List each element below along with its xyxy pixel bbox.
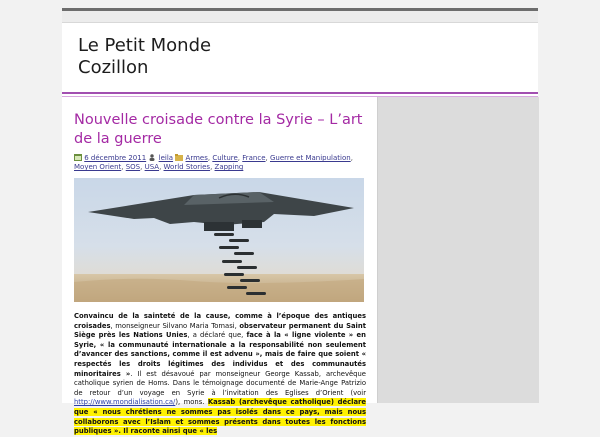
- article-text: , monseigneur Silvano Maria Tomasi,: [110, 321, 240, 330]
- article-text: ), mons.: [175, 398, 208, 407]
- post-date-link[interactable]: 6 décembre 2011: [84, 154, 147, 162]
- post-title: [74, 111, 366, 149]
- article-text: . Il est désavoué par monseigneur George Kassab, archevêque catholique syrien de Homs. Dans le témoignage documenté de Marie-Ange Patrizio de retour d’un voyage en Syrie à l’invitation des Eglises d’Orient (voir: [74, 369, 366, 397]
- site-title-line-2[interactable]: Cozillon: [78, 57, 149, 78]
- calendar-icon: [74, 154, 82, 161]
- bomber-illustration: [74, 178, 364, 302]
- category-link[interactable]: France: [242, 154, 266, 162]
- site-title-line-1[interactable]: Le Petit Monde: [78, 35, 212, 56]
- article-lead: Convaincu de la sainteté de la cause, comme à l’époque des antiques croisades: [74, 312, 366, 330]
- category-link[interactable]: SOS: [125, 163, 141, 171]
- user-icon: [148, 154, 156, 161]
- top-bar: [62, 11, 538, 23]
- post-author-link[interactable]: leila: [158, 154, 174, 162]
- category-link[interactable]: Armes: [185, 154, 208, 162]
- site-title[interactable]: [78, 35, 211, 79]
- category-link[interactable]: Culture: [212, 154, 238, 162]
- highlighted-quote: Kassab (archevêque catholique) déclare que « nous chrétiens ne sommes pas isolés dans ce pays, mais nous collaborons avec l’Islam et sommes présents dans toutes les fonctions publiques ». Il raconte ainsi que « les: [74, 398, 366, 436]
- article-body: [74, 312, 366, 437]
- header-divider: [62, 92, 538, 94]
- post-title-link[interactable]: Nouvelle croisade contre la Syrie – L’art de la guerre: [74, 112, 363, 147]
- category-link[interactable]: Moyen Orient: [74, 163, 122, 171]
- category-link[interactable]: World Stories: [163, 163, 211, 171]
- category-link[interactable]: USA: [144, 163, 160, 171]
- main-content: [74, 111, 366, 437]
- article-bold: face à la « ligne violente » en Syrie, « la communauté internationale a la responsabilité non seulement d’avancer des sanctions, comme il est advenu », mais de faire que soient « respectés les droits légitimes des individus et des communautés minoritaires »: [74, 331, 367, 378]
- article-text: , a déclaré que,: [187, 331, 247, 340]
- post-image: [74, 178, 364, 302]
- category-link[interactable]: Zapping: [214, 163, 244, 171]
- page-wrapper: [62, 8, 538, 436]
- sidebar: [377, 97, 539, 403]
- article-bold: observateur permanent du Saint Siège près les Nations Unies: [74, 321, 366, 340]
- category-link[interactable]: Guerre et Manipulation: [269, 154, 351, 162]
- post-meta: 6 décembre 2011 leila Armes, Culture, France, Guerre et Manipulation, Moyen Orient, SOS, USA, World Stories, Zapping: [74, 154, 353, 171]
- folder-icon: [175, 154, 183, 161]
- mondialisation-link[interactable]: http://www.mondialisation.ca/: [74, 398, 176, 407]
